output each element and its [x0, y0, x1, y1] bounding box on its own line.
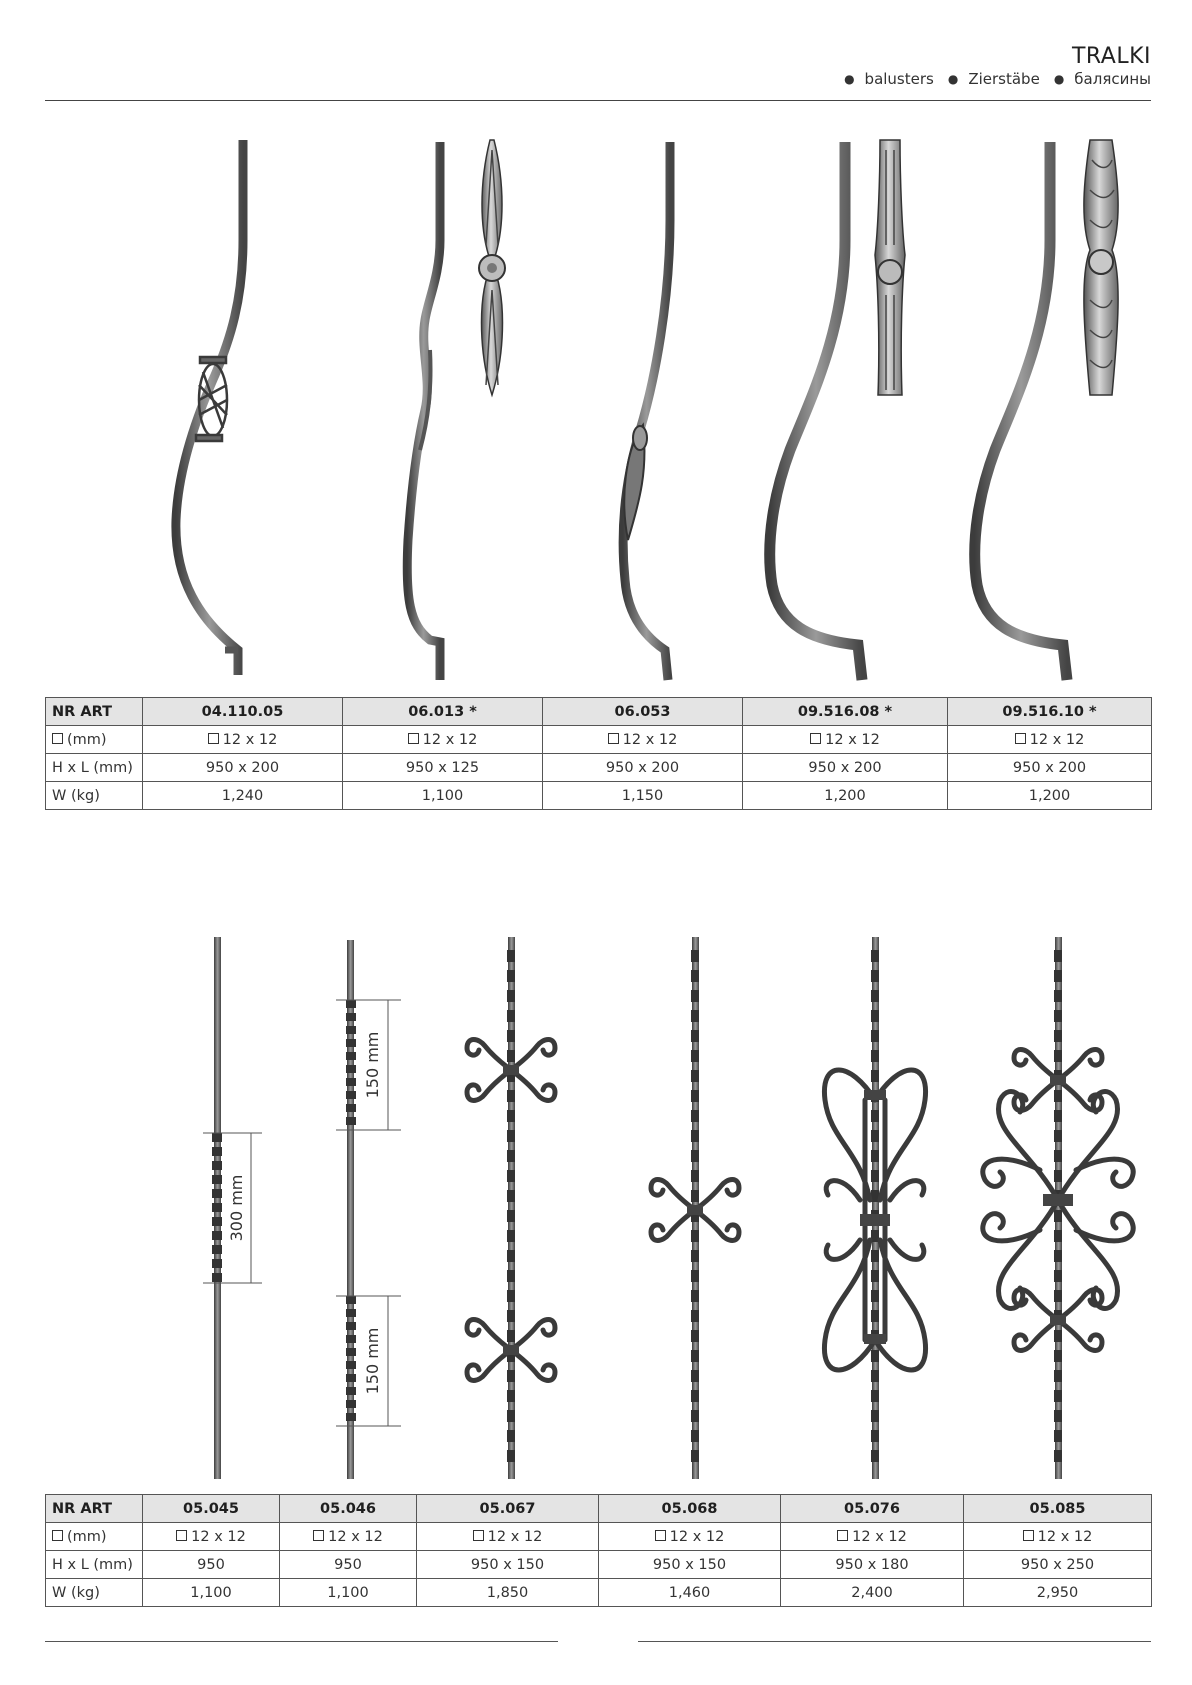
baluster-06-053	[623, 142, 670, 680]
dimension-cell: 950 x 200	[948, 754, 1152, 782]
table-row	[46, 754, 1152, 782]
row-label-size	[46, 1523, 143, 1551]
article-number: 05.085	[964, 1495, 1152, 1523]
dimension-150mm-bottom: 150 mm	[363, 1327, 382, 1395]
subtitle-de: Zierstäbe	[968, 70, 1040, 88]
square-section-icon	[208, 733, 219, 744]
article-number: 05.046	[280, 1495, 417, 1523]
baluster-09-516-08	[770, 142, 862, 680]
row-label-weight: W (kg)	[46, 1579, 143, 1607]
weight-cell: 1,100	[143, 1579, 280, 1607]
baluster-05-076	[824, 937, 925, 1479]
size-cell	[343, 726, 543, 754]
baluster-05-085	[983, 937, 1133, 1479]
table-row	[46, 1579, 1152, 1607]
size-value: 12 x 12	[422, 731, 478, 748]
weight-cell: 1,100	[280, 1579, 417, 1607]
size-cell	[143, 726, 343, 754]
row-label-dimensions: H x L (mm)	[46, 1551, 143, 1579]
dimension-cell: 950 x 250	[964, 1551, 1152, 1579]
square-section-icon	[176, 1530, 187, 1541]
square-section-icon	[1015, 733, 1026, 744]
weight-cell: 1,850	[417, 1579, 599, 1607]
table-row	[46, 726, 1152, 754]
bullet-icon: ●	[947, 72, 959, 86]
baluster-04-110-05	[176, 140, 243, 675]
size-value: 12 x 12	[328, 1528, 383, 1545]
baluster-05-046	[336, 940, 401, 1479]
dimension-cell: 950	[280, 1551, 417, 1579]
dimension-cell: 950 x 125	[343, 754, 543, 782]
page-title: TRALKI	[1071, 44, 1151, 69]
article-number: 09.516.08 *	[743, 698, 948, 726]
baluster-05-067	[467, 937, 555, 1479]
bullet-icon: ●	[844, 72, 855, 86]
size-cell	[948, 726, 1152, 754]
baluster-06-013-detail	[479, 140, 505, 395]
table-row	[46, 698, 1152, 726]
size-value: 12 x 12	[191, 1528, 246, 1545]
dimension-cell: 950 x 200	[143, 754, 343, 782]
weight-cell: 1,100	[343, 782, 543, 810]
weight-cell: 2,400	[781, 1579, 964, 1607]
size-cell	[143, 1523, 280, 1551]
subtitle-en: balusters	[864, 70, 934, 88]
footer-divider-left	[45, 1641, 558, 1642]
size-value: 12 x 12	[487, 1528, 543, 1545]
row-label-size	[46, 726, 143, 754]
square-section-icon	[473, 1530, 484, 1541]
dimension-cell: 950 x 200	[743, 754, 948, 782]
size-value: 12 x 12	[1037, 1528, 1093, 1545]
dimension-cell: 950 x 180	[781, 1551, 964, 1579]
weight-cell: 1,150	[543, 782, 743, 810]
size-value: 12 x 12	[622, 731, 678, 748]
row-label-text: (mm)	[67, 731, 107, 748]
square-section-icon	[52, 1530, 63, 1541]
weight-cell: 1,240	[143, 782, 343, 810]
dimension-150mm-top: 150 mm	[363, 1031, 382, 1099]
spec-table-top	[45, 697, 1152, 810]
size-value: 12 x 12	[852, 1528, 907, 1545]
size-cell	[964, 1523, 1152, 1551]
bullet-icon: ●	[1053, 72, 1065, 86]
table-row	[46, 1523, 1152, 1551]
square-section-icon	[408, 733, 419, 744]
table-row	[46, 1551, 1152, 1579]
dimension-cell: 950	[143, 1551, 280, 1579]
article-number: 05.076	[781, 1495, 964, 1523]
subtitle-ru: балясины	[1074, 70, 1151, 88]
dimension-cell: 950 x 200	[543, 754, 743, 782]
size-cell	[417, 1523, 599, 1551]
weight-cell: 1,200	[948, 782, 1152, 810]
table-row	[46, 782, 1152, 810]
size-value: 12 x 12	[669, 1528, 725, 1545]
square-section-icon	[1023, 1530, 1034, 1541]
size-value: 12 x 12	[222, 731, 278, 748]
square-section-icon	[837, 1530, 848, 1541]
article-number: 09.516.10 *	[948, 698, 1152, 726]
size-cell	[599, 1523, 781, 1551]
row-label-weight: W (kg)	[46, 782, 143, 810]
square-section-icon	[810, 733, 821, 744]
article-number: 04.110.05	[143, 698, 343, 726]
baluster-09-516-10	[975, 142, 1067, 680]
size-cell	[743, 726, 948, 754]
size-value: 12 x 12	[825, 731, 880, 748]
size-cell	[543, 726, 743, 754]
size-cell	[781, 1523, 964, 1551]
article-number: 06.053	[543, 698, 743, 726]
row-label-dimensions: H x L (mm)	[46, 754, 143, 782]
square-section-icon	[655, 1530, 666, 1541]
weight-cell: 1,460	[599, 1579, 781, 1607]
row-label-text: (mm)	[67, 1528, 107, 1545]
size-cell	[280, 1523, 417, 1551]
article-number: 05.067	[417, 1495, 599, 1523]
square-section-icon	[313, 1530, 324, 1541]
spec-table-bottom	[45, 1494, 1152, 1607]
baluster-06-013	[407, 142, 440, 680]
dimension-cell: 950 x 150	[417, 1551, 599, 1579]
weight-cell: 2,950	[964, 1579, 1152, 1607]
baluster-09-516-10-detail	[1084, 140, 1118, 395]
weight-cell: 1,200	[743, 782, 948, 810]
article-number: 06.013 *	[343, 698, 543, 726]
dimension-300mm: 300 mm	[227, 1174, 246, 1242]
table-row	[46, 1495, 1152, 1523]
baluster-05-068	[651, 937, 739, 1479]
footer-divider-right	[638, 1641, 1151, 1642]
article-number: 05.045	[143, 1495, 280, 1523]
header-cell: NR ART	[46, 698, 143, 726]
dimension-cell: 950 x 150	[599, 1551, 781, 1579]
square-section-icon	[608, 733, 619, 744]
baluster-09-516-08-detail	[875, 140, 905, 395]
article-number: 05.068	[599, 1495, 781, 1523]
header-cell: NR ART	[46, 1495, 143, 1523]
square-section-icon	[52, 733, 63, 744]
size-value: 12 x 12	[1029, 731, 1085, 748]
